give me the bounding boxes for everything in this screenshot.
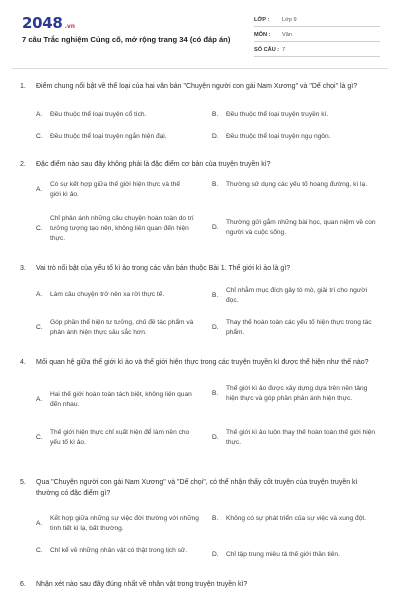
- document-title: 7 câu Trắc nghiệm Củng cố, mở rộng trang 34 (có đáp án): [22, 35, 231, 44]
- meta-label: LỚP :: [254, 17, 270, 23]
- option-b[interactable]: [212, 110, 366, 120]
- option-c[interactable]: [36, 132, 210, 142]
- meta-value: 7: [282, 47, 286, 53]
- option-letter: C.: [36, 547, 43, 554]
- option-text: Làm câu chuyện trở nên xa rời thực tế.: [50, 291, 165, 298]
- option-d[interactable]: [212, 218, 376, 238]
- question-number: 3.: [20, 265, 26, 272]
- option-text: Thường gửi gắm những bài học, quan niệm về con người và cuộc sống.: [226, 219, 376, 236]
- logo-sub-text: .vn: [64, 23, 76, 30]
- option-b[interactable]: [212, 286, 376, 306]
- option-text: Thường sử dụng các yếu tố hoang đường, kì lạ.: [226, 181, 368, 188]
- option-letter: C.: [36, 225, 43, 232]
- option-a[interactable]: [36, 110, 190, 120]
- question-number: 6.: [20, 581, 26, 588]
- option-letter: D.: [212, 434, 219, 441]
- option-text: Chỉ phản ánh những câu chuyện hoàn toàn do trí tưởng tượng tạo nên, không liên quan đến hiện thực.: [50, 215, 194, 242]
- meta-value: Lớp 9: [282, 17, 297, 23]
- option-letter: A.: [36, 520, 43, 527]
- header: [0, 0, 400, 70]
- option-letter: C.: [36, 133, 43, 140]
- question-text: Qua "Chuyện người con gái Nam Xương" và "Dế chọi", có thể nhận thấy cốt truyện của truyện truyền kì thường có đặc điểm gì?: [36, 479, 358, 497]
- option-c[interactable]: [36, 428, 200, 448]
- option-a[interactable]: [36, 514, 200, 534]
- option-c[interactable]: [36, 546, 200, 556]
- option-letter: D.: [212, 133, 219, 140]
- option-letter: B.: [212, 515, 219, 522]
- logo-main-text: 2048: [22, 14, 63, 32]
- meta-row-count: [254, 44, 380, 57]
- option-text: Đều thuộc thể loại truyện truyền kì.: [226, 111, 329, 118]
- option-letter: D.: [212, 324, 219, 331]
- option-text: Góp phần thể hiện tư tưởng, chủ đề tác phẩm và phản ánh hiện thực sâu sắc hơn.: [50, 319, 194, 336]
- question-text: Vai trò nổi bật của yếu tố kì ảo trong các văn bản thuộc Bài 1. Thế giới kì ảo là gì?: [36, 265, 291, 272]
- option-c[interactable]: [36, 318, 200, 338]
- option-b[interactable]: [212, 180, 376, 190]
- option-text: Hai thế giới hoàn toàn tách biệt, không liên quan đến nhau.: [50, 391, 192, 408]
- option-letter: D.: [212, 551, 219, 558]
- option-letter: B.: [212, 390, 219, 397]
- option-letter: A.: [36, 111, 43, 118]
- option-b[interactable]: [212, 514, 376, 524]
- question-text: Mối quan hệ giữa thế giới kì ảo và thế giới hiện thực trong các truyện truyền kì được thể hiện như thế nào?: [36, 359, 369, 366]
- option-letter: B.: [212, 181, 219, 188]
- question-text: Điểm chung nổi bật về thể loại của hai văn bản "Chuyện người con gái Nam Xương" và "Dế chọi" là gì?: [36, 83, 358, 90]
- option-b[interactable]: [212, 384, 376, 404]
- site-logo[interactable]: [22, 14, 75, 32]
- option-letter: A.: [36, 186, 43, 193]
- meta-label: SỐ CÂU :: [254, 47, 280, 53]
- question-number: 1.: [20, 83, 26, 90]
- option-text: Đều thuộc thể loại truyện ngụ ngôn.: [226, 133, 331, 140]
- option-a[interactable]: [36, 390, 200, 410]
- option-d[interactable]: [212, 318, 376, 338]
- option-letter: D.: [212, 224, 219, 231]
- option-text: Chỉ tập trung miêu tả thế giới thần tiên.: [226, 551, 340, 558]
- question-number: 2.: [20, 161, 26, 168]
- meta-value: Văn: [282, 32, 292, 38]
- option-text: Có sự kết hợp giữa thế giới hiện thực và thế giới kì ảo.: [50, 181, 181, 198]
- option-d[interactable]: [212, 550, 386, 560]
- option-text: Không có sự phát triển của sự việc và xung đột.: [226, 515, 367, 522]
- option-c[interactable]: [36, 214, 200, 244]
- option-text: Chỉ nhằm mục đích gây tò mò, giải trí cho người đọc.: [226, 287, 368, 304]
- option-text: Thế giới hiện thực chỉ xuất hiện để làm nền cho yếu tố kì ảo.: [50, 429, 190, 446]
- question-number: 5.: [20, 479, 26, 486]
- option-text: Thay thế hoàn toàn các yếu tố hiện thực trong tác phẩm.: [226, 319, 372, 336]
- option-letter: A.: [36, 291, 43, 298]
- option-letter: C.: [36, 434, 43, 441]
- option-letter: B.: [212, 292, 219, 299]
- option-a[interactable]: [36, 180, 186, 200]
- meta-row-subject: [254, 29, 380, 42]
- option-d[interactable]: [212, 132, 366, 142]
- meta-table: [254, 14, 380, 59]
- option-text: Đều thuộc thể loại truyện cổ tích.: [50, 111, 147, 118]
- question-text: Nhận xét nào sau đây đúng nhất về nhân vật trong truyện truyền kì?: [36, 581, 248, 588]
- option-text: Kết hợp giữa những sự việc đời thường với những tình tiết kì lạ, bất thường.: [50, 515, 199, 532]
- meta-row-class: [254, 14, 380, 27]
- meta-label: MÔN :: [254, 32, 271, 38]
- option-letter: A.: [36, 396, 43, 403]
- question-text: Đặc điểm nào sau đây không phải là đặc điểm cơ bản của truyện truyền kì?: [36, 161, 271, 168]
- option-text: Thế giới kì ảo luôn thay thế hoàn toàn thế giới hiện thực.: [226, 429, 376, 446]
- option-a[interactable]: [36, 290, 190, 300]
- option-letter: C.: [36, 324, 43, 331]
- question-number: 4.: [20, 359, 26, 366]
- option-text: Thế giới kì ảo được xây dựng dựa trên nền tảng hiện thực và góp phần phản ánh hiện thực.: [226, 385, 368, 402]
- option-text: Chỉ kể về những nhân vật có thật trong lịch sử.: [50, 547, 188, 554]
- option-letter: B.: [212, 111, 219, 118]
- option-d[interactable]: [212, 428, 376, 448]
- option-text: Đều thuộc thể loại truyện ngắn hiện đại.: [50, 133, 167, 140]
- header-divider: [12, 68, 388, 69]
